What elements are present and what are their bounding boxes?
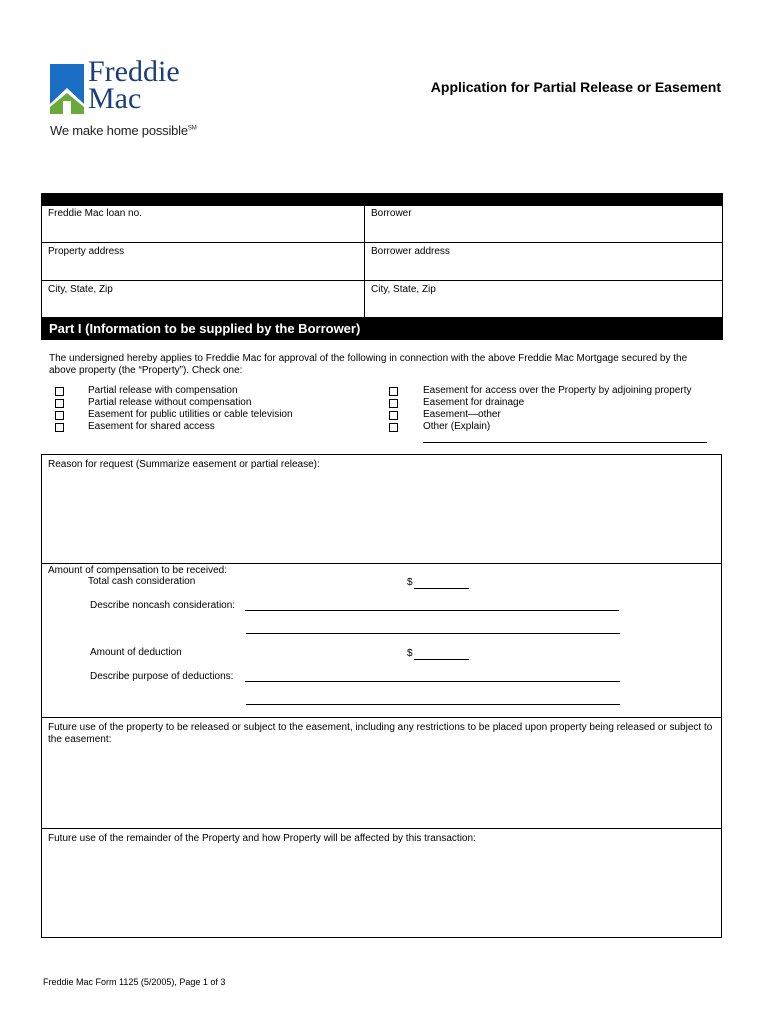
future-use-released-label: Future use of the property to be released or subject to the easement, including any restrictions to be placed upon property being released or subject to the easement: <box>48 722 713 745</box>
logo-word-mac: Mac <box>88 82 142 115</box>
logo-word-freddie: Freddie <box>88 55 180 88</box>
tagline <box>50 123 197 138</box>
borrower-field[interactable]: Borrower <box>371 208 412 219</box>
option-label: Partial release with compensation <box>88 385 238 396</box>
total-cash-dollar: $ <box>407 577 413 588</box>
checkbox[interactable] <box>55 387 64 396</box>
compensation-box <box>41 563 722 718</box>
info-row <box>42 281 722 319</box>
deduction-input[interactable] <box>414 659 469 660</box>
info-row <box>42 243 722 281</box>
option-label: Easement—other <box>423 409 501 420</box>
property-city-state-zip-field[interactable]: City, State, Zip <box>42 281 365 318</box>
list-item[interactable] <box>389 385 691 397</box>
option-label: Easement for public utilities or cable television <box>88 409 293 420</box>
logo-wordmark <box>88 55 180 115</box>
other-explain-input[interactable] <box>423 442 707 443</box>
freddie-mac-logo-icon <box>50 64 84 114</box>
reason-for-request-box[interactable] <box>41 454 722 564</box>
list-item[interactable] <box>389 397 691 409</box>
checkbox[interactable] <box>389 387 398 396</box>
property-address-field[interactable]: Property address <box>42 243 365 280</box>
purpose-label: Describe purpose of deductions: <box>90 671 234 682</box>
options-left <box>55 385 293 433</box>
noncash-label: Describe noncash consideration: <box>90 600 236 611</box>
list-item[interactable] <box>55 397 293 409</box>
option-label: Easement for drainage <box>423 397 525 408</box>
part-1-heading: Part I (Information to be supplied by the Borrower) <box>41 317 723 340</box>
list-item[interactable] <box>55 385 293 397</box>
deduction-dollar: $ <box>407 648 413 659</box>
list-item[interactable] <box>389 409 691 421</box>
option-label: Easement for access over the Property by adjoining property <box>423 385 692 396</box>
info-fields-grid <box>41 205 723 319</box>
part-1-intro: The undersigned hereby applies to Freddie Mac for approval of the following in connection with the above Freddie Mac Mortgage secured by the above property (the “Property”). Check one: <box>49 353 688 376</box>
list-item[interactable] <box>55 409 293 421</box>
page-title: Application for Partial Release or Easement <box>430 79 721 95</box>
form-footer: Freddie Mac Form 1125 (5/2005), Page 1 of 3 <box>43 977 226 987</box>
future-use-remainder-box[interactable] <box>41 828 722 938</box>
checkbox[interactable] <box>55 399 64 408</box>
compensation-label: Amount of compensation to be received: <box>48 565 227 576</box>
list-item[interactable] <box>55 421 293 433</box>
list-item[interactable] <box>389 421 691 433</box>
purpose-input-line-1[interactable] <box>245 681 620 682</box>
borrower-city-state-zip-field[interactable]: City, State, Zip <box>371 284 436 295</box>
options-right <box>389 385 691 433</box>
loan-number-field[interactable]: Freddie Mac loan no. <box>42 205 365 242</box>
option-label: Partial release without compensation <box>88 397 252 408</box>
future-use-remainder-label: Future use of the remainder of the Property and how Property will be affected by this transaction: <box>48 833 476 844</box>
reason-label: Reason for request (Summarize easement or partial release): <box>48 459 320 470</box>
future-use-released-box[interactable] <box>41 717 722 829</box>
deduction-label: Amount of deduction <box>90 647 182 658</box>
noncash-input-line-2[interactable] <box>246 633 620 634</box>
option-label: Other (Explain) <box>423 421 491 432</box>
checkbox[interactable] <box>55 423 64 432</box>
noncash-input-line-1[interactable] <box>245 610 619 611</box>
checkbox[interactable] <box>389 423 398 432</box>
purpose-input-line-2[interactable] <box>246 704 620 705</box>
info-row <box>42 205 722 243</box>
checkbox[interactable] <box>389 411 398 420</box>
total-cash-input[interactable] <box>414 588 469 589</box>
service-mark: SM <box>187 125 197 132</box>
borrower-address-field[interactable]: Borrower address <box>371 246 450 257</box>
tagline-text: We make home possible <box>50 123 188 138</box>
option-label: Easement for shared access <box>88 421 215 432</box>
checkbox[interactable] <box>389 399 398 408</box>
total-cash-label: Total cash consideration <box>88 576 196 587</box>
checkbox[interactable] <box>55 411 64 420</box>
